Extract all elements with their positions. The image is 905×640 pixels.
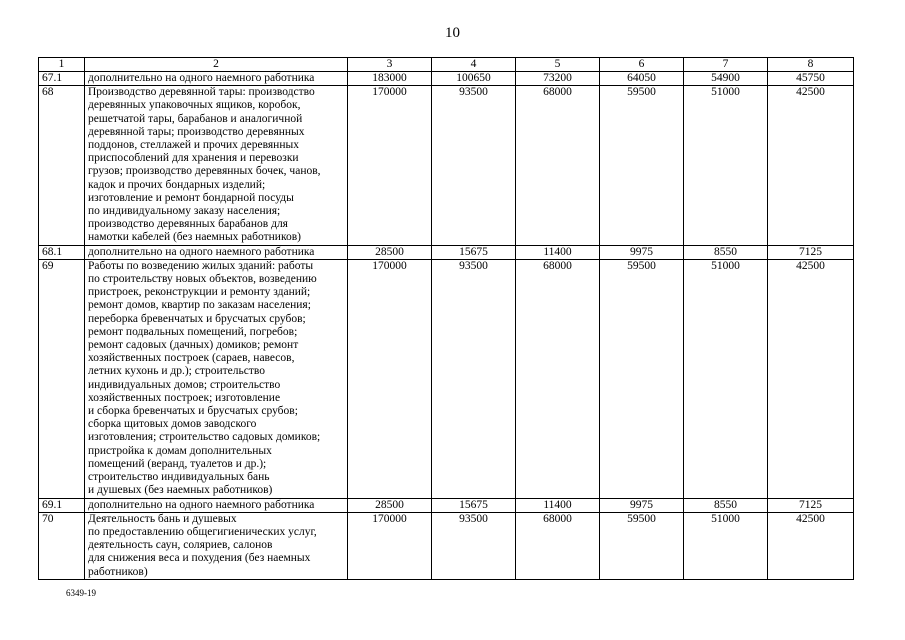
value-cell: 8550 — [684, 498, 768, 512]
activity-description: дополнительно на одного наемного работника — [85, 498, 348, 512]
activity-description: Работы по возведению жилых зданий: работы по строительству новых объектов, возведению пристроек, реконструкции и ремонту зданий; ремонт домов, квартир по заказам населения; переборка бревенчатых и брусчатых срубов; ремонт подвальных помещений, погребов; ремонт садовых (дачных) домиков; ремонт хозяйственных построек (сараев, навесов, летних кухонь и др.); строительство индивидуальных домов; строительство хозяйственных построек; изготовление и сборка бревенчатых и брусчатых срубов; сборка щитовых домов заводского изготовления; строительство садовых домиков; пристройка к домам дополнительных помещений (веранд, туалетов и др.); строительство индивидуальных бань и душевых (без наемных работников) — [85, 259, 348, 498]
value-cell: 68000 — [516, 512, 600, 579]
column-header: 7 — [684, 58, 768, 72]
value-cell: 59500 — [600, 512, 684, 579]
value-cell: 183000 — [348, 72, 432, 86]
value-cell: 15675 — [432, 498, 516, 512]
value-cell: 51000 — [684, 512, 768, 579]
value-cell: 42500 — [768, 86, 854, 245]
row-number: 68.1 — [39, 245, 85, 259]
value-cell: 59500 — [600, 86, 684, 245]
table-row — [39, 498, 854, 512]
value-cell: 45750 — [768, 72, 854, 86]
value-cell: 59500 — [600, 259, 684, 498]
row-number: 68 — [39, 86, 85, 245]
value-cell: 42500 — [768, 259, 854, 498]
activity-description: Производство деревянной тары: производство деревянных упаковочных ящиков, коробок, решетчатой тары, барабанов и аналогичной деревянной тары; производство деревянных поддонов, стеллажей и прочих деревянных приспособлений для хранения и перевозки грузов; производство деревянных бочек, чанов, кадок и прочих бондарных изделий; изготовление и ремонт бондарной посуды по индивидуальному заказу населения; производство деревянных барабанов для намотки кабелей (без наемных работников) — [85, 86, 348, 245]
table-row — [39, 259, 854, 498]
table-header-row — [39, 58, 854, 72]
value-cell: 93500 — [432, 512, 516, 579]
page-number: 10 — [445, 25, 460, 41]
value-cell: 64050 — [600, 72, 684, 86]
value-cell: 28500 — [348, 245, 432, 259]
value-cell: 51000 — [684, 86, 768, 245]
column-header: 2 — [85, 58, 348, 72]
value-cell: 73200 — [516, 72, 600, 86]
value-cell: 8550 — [684, 245, 768, 259]
row-number: 67.1 — [39, 72, 85, 86]
tariff-table — [38, 57, 854, 580]
value-cell: 28500 — [348, 498, 432, 512]
activity-description: дополнительно на одного наемного работника — [85, 245, 348, 259]
column-header: 1 — [39, 58, 85, 72]
value-cell: 68000 — [516, 259, 600, 498]
activity-description: Деятельность бань и душевых по предоставлению общегигиенических услуг, деятельность саун, соляриев, салонов для снижения веса и похудения (без наемных работников) — [85, 512, 348, 579]
table-row — [39, 86, 854, 245]
column-header: 5 — [516, 58, 600, 72]
column-header: 6 — [600, 58, 684, 72]
value-cell: 9975 — [600, 245, 684, 259]
value-cell: 93500 — [432, 259, 516, 498]
value-cell: 7125 — [768, 245, 854, 259]
value-cell: 7125 — [768, 498, 854, 512]
column-header: 3 — [348, 58, 432, 72]
row-number: 69.1 — [39, 498, 85, 512]
table-row — [39, 245, 854, 259]
value-cell: 100650 — [432, 72, 516, 86]
value-cell: 170000 — [348, 512, 432, 579]
value-cell: 11400 — [516, 245, 600, 259]
row-number: 70 — [39, 512, 85, 579]
value-cell: 9975 — [600, 498, 684, 512]
value-cell: 68000 — [516, 86, 600, 245]
value-cell: 170000 — [348, 86, 432, 245]
column-header: 8 — [768, 58, 854, 72]
table-row — [39, 512, 854, 579]
value-cell: 42500 — [768, 512, 854, 579]
value-cell: 170000 — [348, 259, 432, 498]
value-cell: 15675 — [432, 245, 516, 259]
table-row — [39, 72, 854, 86]
activity-description: дополнительно на одного наемного работника — [85, 72, 348, 86]
value-cell: 93500 — [432, 86, 516, 245]
value-cell: 54900 — [684, 72, 768, 86]
value-cell: 11400 — [516, 498, 600, 512]
value-cell: 51000 — [684, 259, 768, 498]
column-header: 4 — [432, 58, 516, 72]
document-code: 6349-19 — [66, 588, 96, 598]
row-number: 69 — [39, 259, 85, 498]
